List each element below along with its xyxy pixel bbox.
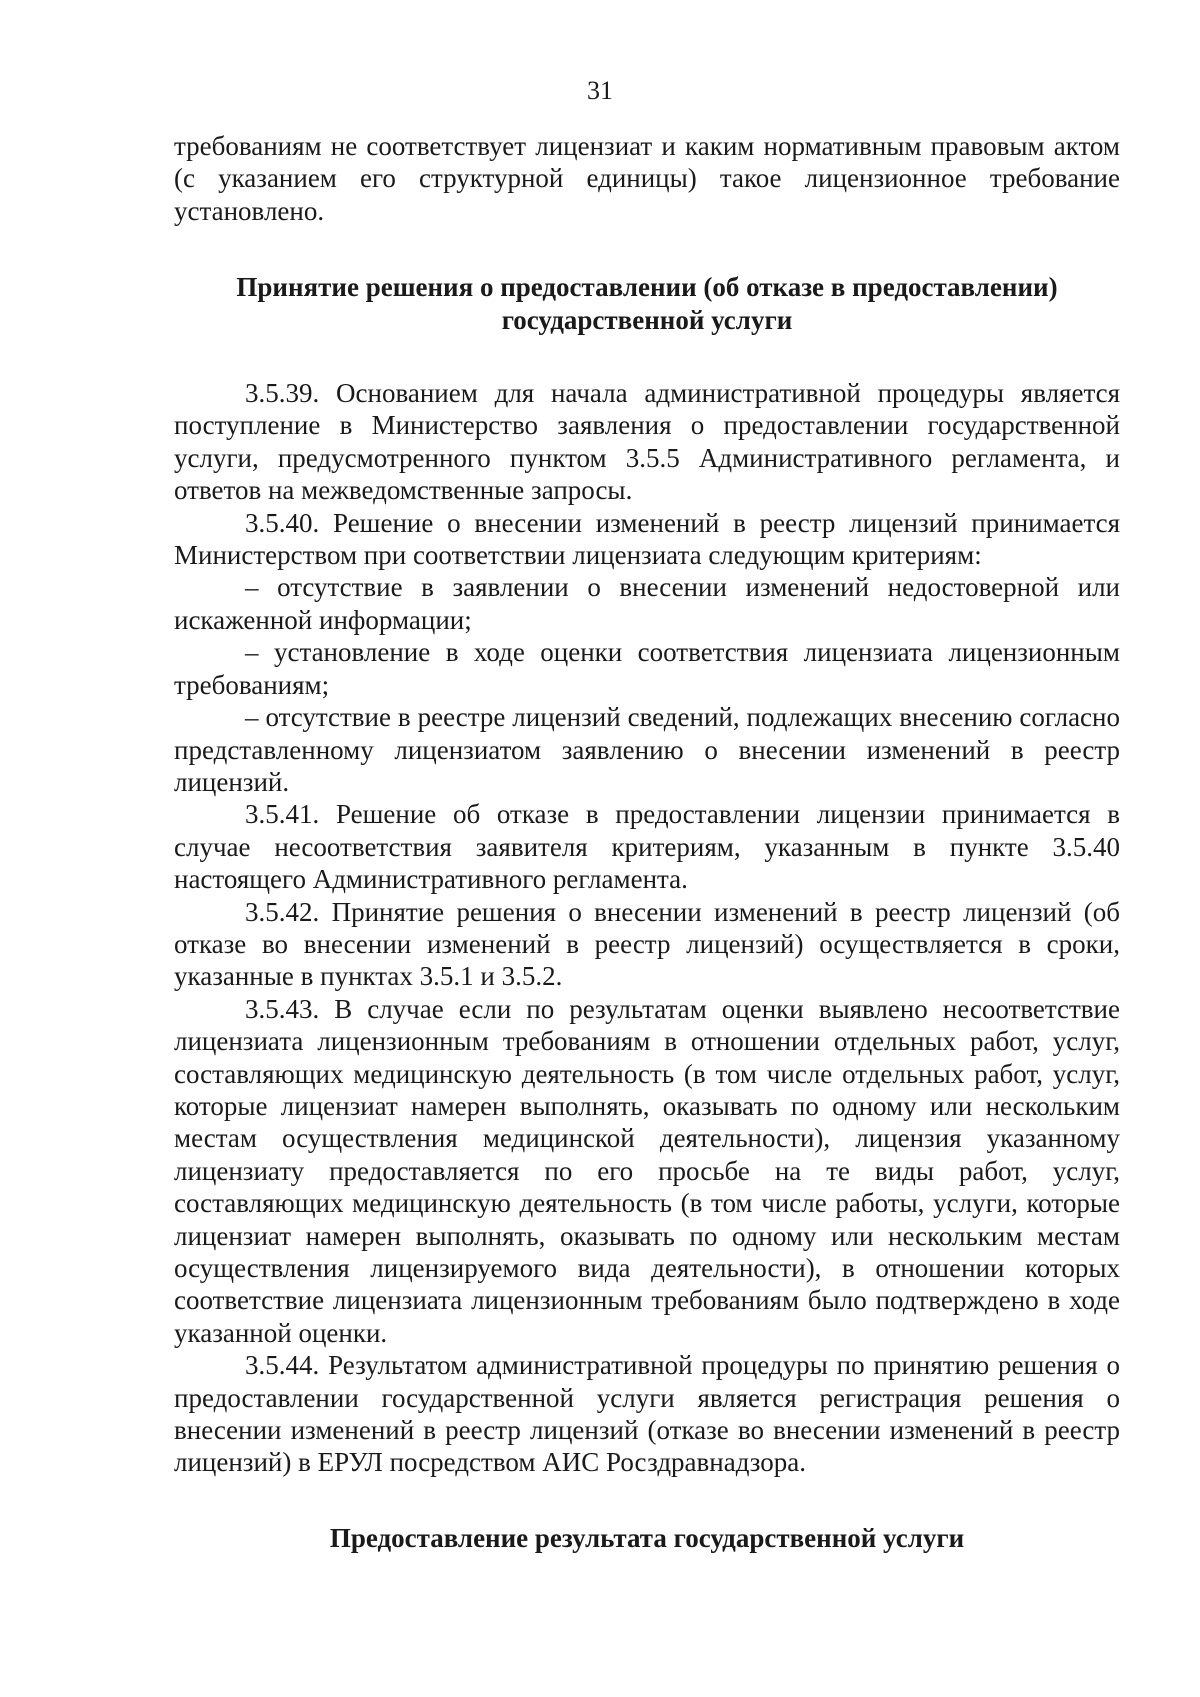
section-heading-result: Предоставление результата государственной услуги [329, 1522, 965, 1553]
page-content [174, 130, 1120, 1554]
paragraph-3-5-42: 3.5.42. Принятие решения о внесении изменений в реестр лицензий (об отказе во внесении изменений в реестр лицензий) осуществляется в сроки, указанные в пунктах 3.5.1 и 3.5.2. [174, 896, 1120, 992]
criteria-item-2: – установление в ходе оценки соответствия лицензиата лицензионным требованиям; [174, 637, 1120, 700]
page-number: 31 [587, 76, 613, 105]
paragraph-3-5-41: 3.5.41. Решение об отказе в предоставлении лицензии принимается в случае несоответствия заявителя критериям, указанным в пункте 3.5.40 настоящего Административного регламента. [174, 799, 1120, 895]
section-heading-decision: Принятие решения о предоставлении (об отказе в предоставлении) государственной услуги [236, 272, 1058, 335]
paragraph-3-5-44: 3.5.44. Результатом административной процедуры по принятию решения о предоставлении государственной услуги является регистрация решения о внесении изменений в реестр лицензий (отказе во внесении изменений в реестр лицензий) в ЕРУЛ посредством АИС Росздравнадзора. [174, 1350, 1120, 1478]
paragraph-3-5-39: 3.5.39. Основанием для начала административной процедуры является поступление в Министерство заявления о предоставлении государственной услуги, предусмотренного пунктом 3.5.5 Административного регламента, и ответов на межведомственные запросы. [174, 378, 1120, 506]
criteria-item-3: – отсутствие в реестре лицензий сведений, подлежащих внесению согласно представленному лицензиатом заявлению о внесении изменений в реестр лицензий. [174, 702, 1120, 797]
criteria-item-1: – отсутствие в заявлении о внесении изменений недостоверной или искаженной информации; [174, 572, 1120, 635]
paragraph-3-5-43: 3.5.43. В случае если по результатам оценки выявлено несоответствие лицензиата лицензионным требованиям в отношении отдельных работ, услуг, составляющих медицинскую деятельность (в том числе отдельных работ, услуг, которые лицензиат намерен выполнять, оказывать по одному или нескольким местам осуществления медицинской деятельности), лицензия указанному лицензиату предоставляется по его просьбе на те виды работ, услуг, составляющих медицинскую деятельность (в том числе работы, услуги, которые лицензиат намерен выполнять, оказывать по одному или нескольким местам осуществления лицензируемого вида деятельности), в отношении которых соответствие лицензиата лицензионным требованиям было подтверждено в ходе указанной оценки. [174, 993, 1120, 1348]
paragraph-3-5-40: 3.5.40. Решение о внесении изменений в реестр лицензий принимается Министерством при соответствии лицензиата следующим критериям: [174, 507, 1120, 571]
intro-paragraph: требованиям не соответствует лицензиат и каким нормативным правовым актом (с указанием его структурной единицы) такое лицензионное требование установлено. [174, 131, 1120, 226]
